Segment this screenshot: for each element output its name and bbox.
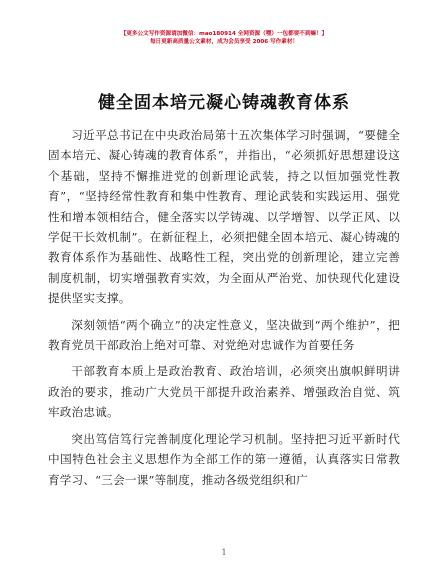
promo-banner-line-2: 每日更新高质量公文素材，成为会员享受 2006 写作素材！ xyxy=(149,39,299,45)
page-number: 1 xyxy=(221,548,227,557)
promo-banner-line-1: 【更多公文写作资源请加微信：mao180914 全网资源（嘿）一包都要不到嘛！】 xyxy=(120,31,328,37)
paragraph-1: 习近平总书记在中央政治局第十五次集体学习时强调，“要健全固本培元、凝心铸魂的教育体系”，并指出，“必须抓好思想建设这个基础，坚持不懈推进党的创新理论武装，持之以恒加强党性教育”，“坚持经常性教育和集中性教育、理论武装和实践运用、强党性和增本领相结合，健全落实以学铸魂、以学增智、以学正风、以学促干长效机制”。在新征程上，必须把健全固本培元、凝心铸魂的教育体系作为基础性、战略性工程，突出党的创新理论，建立完善制度机制，切实增强教育实效，为全面从严治党、加快现代化建设提供坚实支撑。 xyxy=(48,128,400,306)
document-title: 健全固本培元凝心铸魂教育体系 xyxy=(98,93,350,113)
paragraph-2: 深刻领悟“两个确立”的决定性意义，坚决做到“两个维护”，把教育党员干部政治上绝对可靠、对党绝对忠诚作为首要任务 xyxy=(48,317,400,353)
paragraph-4: 突出笃信笃行完善制度化理论学习机制。坚持把习近平新时代中国特色社会主义思想作为全部工作的第一遵循，认真落实日常教育学习、“三会一课”等制度，推动各级党组织和广 xyxy=(48,431,400,487)
promo-banner xyxy=(48,30,400,46)
paragraph-3: 干部教育本质上是政治教育、政治培训，必须突出旗帜鲜明讲政治的要求，推动广大党员干部提升政治素养、增强政治自觉、筑牢政治忠诚。 xyxy=(48,364,400,420)
